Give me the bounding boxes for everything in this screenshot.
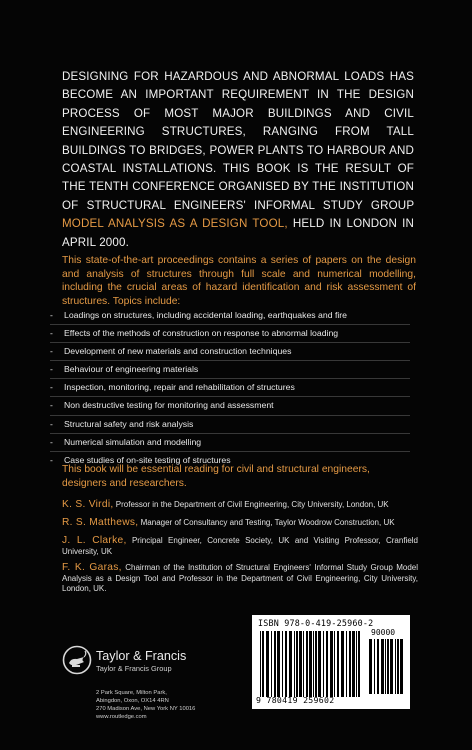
isbn-barcode — [252, 615, 410, 709]
editor-desc: Principal Engineer, Concrete Society, UK and Visiting Professor, Cranfield University, UK — [62, 536, 418, 556]
topic-item — [50, 307, 410, 325]
topic-text: Case studies of on-site testing of structures — [64, 454, 231, 465]
editor-desc: Chairman of the Institution of Structural Engineers' Informal Study Group Model Analysis as a Design Tool and Professor in the Department of Civil Engineering, City University, London, UK. — [62, 563, 418, 594]
barcode-bar — [289, 631, 292, 697]
topic-text: Numerical simulation and modelling — [64, 436, 202, 447]
barcode-bar — [400, 639, 403, 694]
barcode-bar — [296, 631, 298, 697]
topic-text: Structural safety and risk analysis — [64, 418, 194, 429]
topic-item — [50, 379, 410, 397]
barcode-bar — [306, 631, 308, 697]
editor-entry — [62, 536, 418, 557]
intro-highlight: MODEL ANALYSIS AS A DESIGN TOOL, — [62, 217, 288, 231]
barcode-bar — [358, 631, 360, 697]
intro-text: DESIGNING FOR HAZARDOUS AND ABNORMAL LOADS HAS BECOME AN IMPORTANT REQUIREMENT IN THE DESIGN PROCESS OF MOST MAJOR BUILDINGS AND CIVIL ENGINEERING STRUCTURES, RANGING FROM TALL BUILDINGS TO BRIDGES, POWER PLANTS TO HARBOUR AND COASTAL INSTALLATIONS. THIS BOOK IS THE RESULT OF THE TENTH CONFERENCE ORGANISED BY THE INSTITUTION OF STRUCTURAL ENGINEERS' INFORMAL STUDY GROUP — [62, 70, 414, 212]
barcode-bar — [334, 631, 335, 697]
closing-paragraph: This book will be essential reading for civil and structural engineers, designers and researchers. — [62, 464, 370, 489]
topic-item — [50, 416, 410, 434]
barcode-bar — [346, 631, 347, 697]
barcode-bar — [294, 631, 295, 697]
addon-barcode-bars — [369, 639, 403, 694]
editor-name: R. S. Matthews, — [62, 517, 139, 528]
barcode-bar — [395, 639, 396, 694]
bullet-dash: - — [50, 400, 53, 411]
publisher-group: Taylor & Francis Group — [96, 664, 172, 673]
barcode-bar — [282, 631, 283, 697]
editor-desc: Manager of Consultancy and Testing, Taylor Woodrow Construction, UK — [140, 518, 395, 527]
editor-entry — [62, 518, 418, 529]
barcode-bar — [285, 631, 287, 697]
barcode-bar — [315, 631, 317, 697]
barcode-bar — [381, 639, 384, 694]
bullet-dash: - — [50, 364, 53, 375]
topic-item — [50, 361, 410, 379]
barcode-bar — [309, 631, 312, 697]
address-line: 2 Park Square, Milton Park, — [96, 690, 167, 696]
isbn-number: ISBN 978-0-419-25960-2 — [258, 618, 374, 628]
publisher-name: Taylor & Francis — [96, 649, 187, 663]
publisher-address — [96, 690, 195, 722]
bullet-dash: - — [50, 418, 53, 429]
barcode-bar — [271, 631, 272, 697]
barcode-bar — [369, 639, 372, 694]
topic-text: Behaviour of engineering materials — [64, 364, 199, 375]
bullet-dash: - — [50, 310, 53, 320]
barcode-bars — [260, 631, 364, 697]
topics-list — [50, 307, 410, 469]
barcode-bar — [277, 631, 280, 697]
editor-name: K. S. Virdi, — [62, 499, 114, 510]
editor-entry — [62, 563, 418, 595]
topic-text: Inspection, monitoring, repair and rehabilitation of structures — [64, 382, 295, 393]
barcode-bar — [313, 631, 314, 697]
topic-item — [50, 434, 410, 452]
topic-text: Effects of the methods of construction on response to abnormal loading — [64, 328, 339, 339]
barcode-bar — [349, 631, 351, 697]
topic-text: Non destructive testing for monitoring and assessment — [64, 400, 274, 411]
bullet-dash: - — [50, 382, 53, 393]
bullet-dash: - — [50, 436, 53, 447]
address-line: www.routledge.com — [96, 713, 147, 720]
barcode-bar — [341, 631, 344, 697]
editor-name: F. K. Garas, — [62, 562, 122, 573]
barcode-bar — [262, 631, 264, 697]
address-line: Abingdon, Oxon, OX14 4RN — [96, 697, 169, 704]
lead-paragraph: This state-of-the-art proceedings contains a series of papers on the design and analysis of structures through full scale and numerical modelling, including the crucial areas of hazard identification and risk assessment of structures. Topics include: — [62, 255, 416, 307]
address-line: 270 Madison Ave, New York NY 10016 — [96, 705, 196, 712]
intro-paragraph — [62, 68, 414, 252]
barcode-bar — [337, 631, 339, 697]
bullet-dash: - — [50, 454, 53, 465]
bullet-dash: - — [50, 346, 53, 357]
barcode-bar — [377, 639, 379, 694]
barcode-bar — [374, 639, 375, 694]
barcode-bar — [385, 639, 386, 694]
topic-item — [50, 325, 410, 343]
topic-item — [50, 343, 410, 361]
bullet-dash: - — [50, 328, 53, 339]
barcode-bar — [260, 631, 261, 697]
topic-item — [50, 397, 410, 415]
price-addon-number: 90000 — [371, 628, 396, 637]
barcode-bar — [390, 639, 393, 694]
editor-desc: Professor in the Department of Civil Engineering, City University, London, UK — [115, 500, 389, 509]
topic-text: Loadings on structures, including accidental loading, earthquakes and fire — [64, 310, 348, 320]
barcode-bar — [299, 631, 302, 697]
barcode-bar — [387, 639, 389, 694]
barcode-bar — [323, 631, 324, 697]
barcode-digits: 9 780419 259602 — [256, 695, 335, 705]
barcode-bar — [274, 631, 276, 697]
intro-tail: HELD IN LONDON IN APRIL 2000. — [62, 217, 414, 249]
barcode-bar — [397, 639, 399, 694]
barcode-bar — [318, 631, 321, 697]
barcode-bar — [330, 631, 333, 697]
barcode-bar — [266, 631, 269, 697]
editor-name: J. L. Clarke, — [62, 535, 127, 546]
barcode-bar — [303, 631, 304, 697]
taylor-francis-lamp-logo-icon — [62, 645, 92, 675]
barcode-bar — [356, 631, 357, 697]
barcode-bar — [352, 631, 355, 697]
editor-entry — [62, 500, 418, 511]
barcode-bar — [326, 631, 328, 697]
topic-text: Development of new materials and construction techniques — [64, 346, 292, 357]
